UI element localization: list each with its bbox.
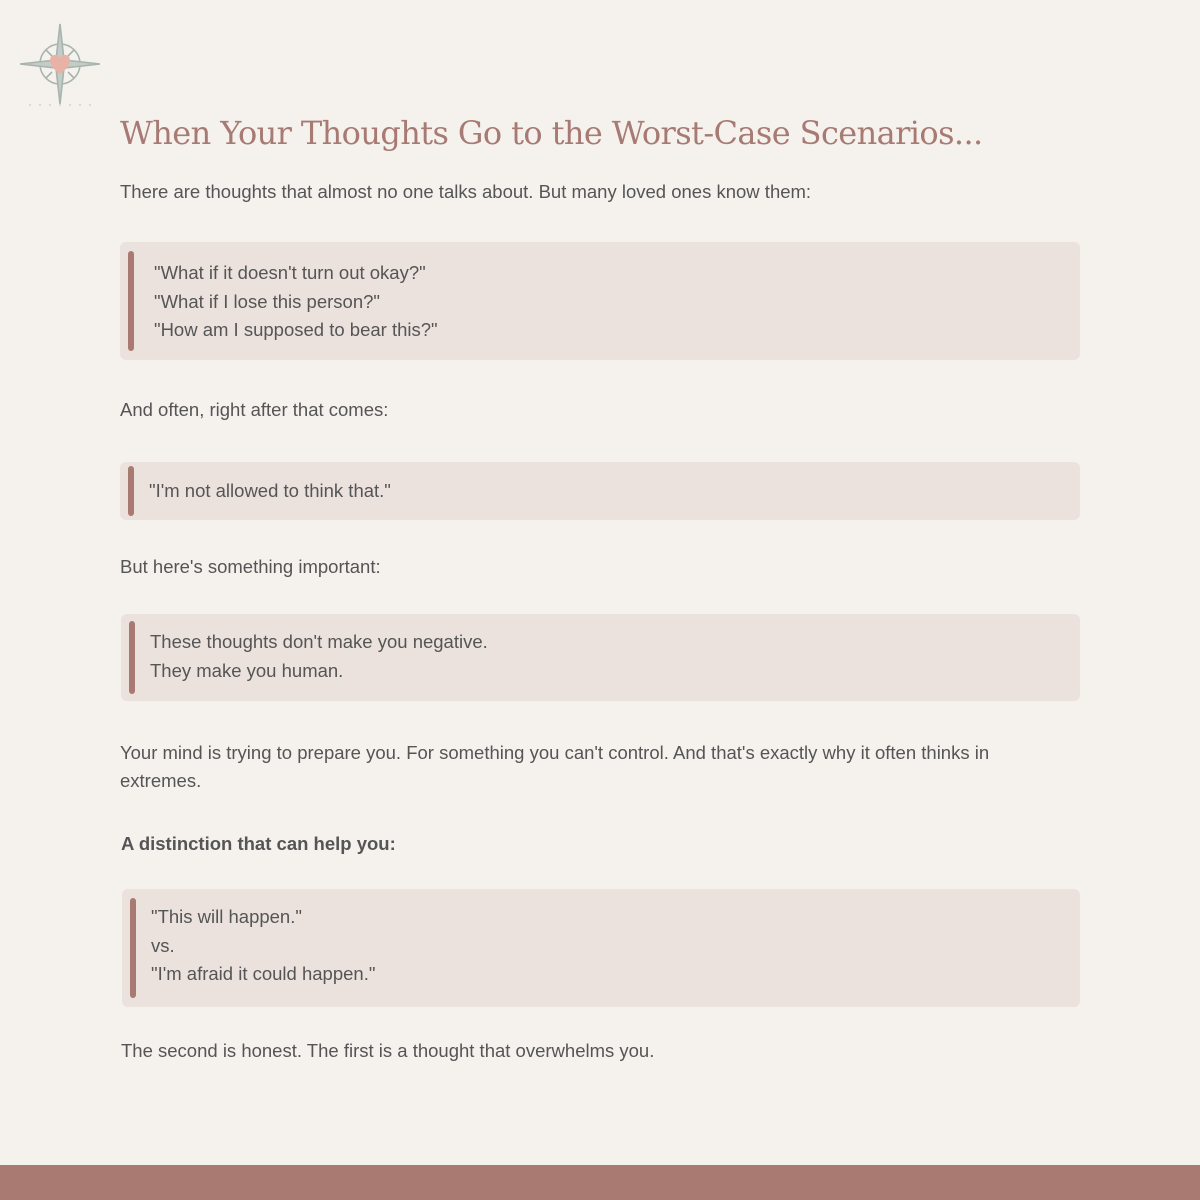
intro-paragraph: There are thoughts that almost no one talks about. But many loved ones know them:	[120, 181, 812, 202]
quote-line: "I'm not allowed to think that."	[149, 480, 391, 501]
paragraph-important: But here's something important:	[120, 556, 381, 577]
quote-line: "What if it doesn't turn out okay?"	[154, 262, 426, 283]
quote-accent-bar	[129, 621, 135, 694]
quote-accent-bar	[128, 466, 134, 516]
footer-bar	[0, 1165, 1200, 1200]
quote-line: "I'm afraid it could happen."	[151, 963, 376, 984]
quote-block-distinction	[122, 889, 1080, 1007]
quote-block-not-allowed	[120, 462, 1080, 520]
quote-block-human	[121, 614, 1080, 701]
quote-block-worries	[120, 242, 1080, 360]
compass-heart-icon	[18, 22, 102, 106]
quote-line: These thoughts don't make you negative.	[150, 631, 488, 652]
page-title: When Your Thoughts Go to the Worst-Case Scenarios...	[120, 114, 983, 152]
section-heading: A distinction that can help you:	[121, 833, 396, 854]
quote-line: "What if I lose this person?"	[154, 291, 380, 312]
paragraph-after-worries: And often, right after that comes:	[120, 399, 389, 420]
quote-line: "This will happen."	[151, 906, 302, 927]
paragraph-mind-prepares: Your mind is trying to prepare you. For something you can't control. And that's exactly why it often thinks in extremes.	[120, 742, 990, 791]
paragraph-conclusion: The second is honest. The first is a thought that overwhelms you.	[121, 1040, 655, 1061]
quote-line: "How am I supposed to bear this?"	[154, 319, 438, 340]
quote-accent-bar	[128, 251, 134, 351]
quote-line: vs.	[151, 935, 175, 956]
quote-line: They make you human.	[150, 660, 344, 681]
quote-accent-bar	[130, 898, 136, 998]
